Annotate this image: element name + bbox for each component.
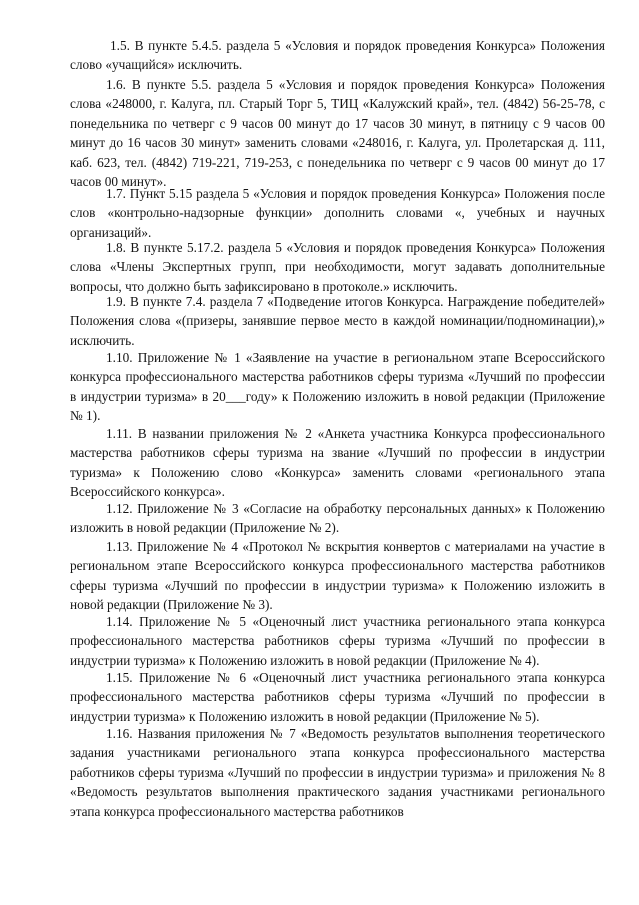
paragraph-1-14: 1.14. Приложение № 5 «Оценочный лист участника регионального этапа конкурса профессионального мастерства работников сферы туризма «Лучший по профессии в индустрии туризма» к Положению изложить в новой редакции (Приложение № 4). — [70, 614, 605, 668]
paragraph-1-12: 1.12. Приложение № 3 «Согласие на обработку персональных данных» к Положению изложить в новой редакции (Приложение № 2). — [70, 501, 605, 536]
paragraph-1-16: 1.16. Названия приложения № 7 «Ведомость результатов выполнения теоретического задания участниками регионального этапа конкурса профессионального мастерства работников сферы туризма «Лучший по профессии в индустрии туризма» и приложения № 8 «Ведомость результатов выполнения практического задания участниками регионального этапа конкурса профессионального мастерства работников — [70, 726, 605, 819]
paragraph-1-9: 1.9. В пункте 7.4. раздела 7 «Подведение итогов Конкурса. Награждение победителей» Положения слова «(призеры, занявшие первое место в каждой номинации/подноминации),» исключить. — [70, 294, 605, 348]
paragraph-1-7: 1.7. Пункт 5.15 раздела 5 «Условия и порядок проведения Конкурса» Положения после слов «контрольно-надзорные функции» дополнить словами «, учебных и научных организаций». — [70, 186, 605, 240]
paragraph-1-8: 1.8. В пункте 5.17.2. раздела 5 «Условия и порядок проведения Конкурса» Положения слова «Члены Экспертных групп, при необходимости, могут задавать дополнительные вопросы, что должно быть зафиксировано в протоколе.» исключить. — [70, 240, 605, 294]
paragraph-1-11: 1.11. В названии приложения № 2 «Анкета участника Конкурса профессионального мастерства работников сферы туризма на звание «Лучший по профессии в индустрии туризма» к Положению слово «Конкурса» заменить словами «регионального этапа Всероссийского конкурса». — [70, 426, 605, 500]
paragraph-1-6: 1.6. В пункте 5.5. раздела 5 «Условия и порядок проведения Конкурса» Положения слова «248000, г. Калуга, пл. Старый Торг 5, ТИЦ «Калужский край», тел. (4842) 56-25-78, с понедельника по четверг с 9 часов 00 минут до 17 часов 30 минут, в пятницу с 9 часов 00 минут до 16 часов 30 минут» заменить словами «248016, г. Калуга, ул. Пролетарская д. 111, каб. 623, тел. (4842) 719-221, 719-253, с понедельника по четверг с 9 часов 00 минут до 17 часов 00 минут». — [70, 77, 605, 190]
paragraph-1-5: 1.5. В пункте 5.4.5. раздела 5 «Условия и порядок проведения Конкурса» Положения слово «учащийся» исключить. — [70, 38, 605, 73]
paragraph-1-10: 1.10. Приложение № 1 «Заявление на участие в региональном этапе Всероссийского конкурса профессионального мастерства работников сферы туризма «Лучший по профессии в индустрии туризма» в 20___году» к Положению изложить в новой редакции (Приложение № 1). — [70, 350, 605, 424]
paragraph-1-13: 1.13. Приложение № 4 «Протокол № вскрытия конвертов с материалами на участие в региональном этапе Всероссийского конкурса профессионального мастерства работников сферы туризма «Лучший по профессии в индустрии туризма» к Положению изложить в новой редакции (Приложение № 3). — [70, 539, 605, 613]
paragraph-1-15: 1.15. Приложение № 6 «Оценочный лист участника регионального этапа конкурса профессионального мастерства работников сферы туризма «Лучший по профессии в индустрии туризма» к Положению изложить в новой редакции (Приложение № 5). — [70, 670, 605, 724]
